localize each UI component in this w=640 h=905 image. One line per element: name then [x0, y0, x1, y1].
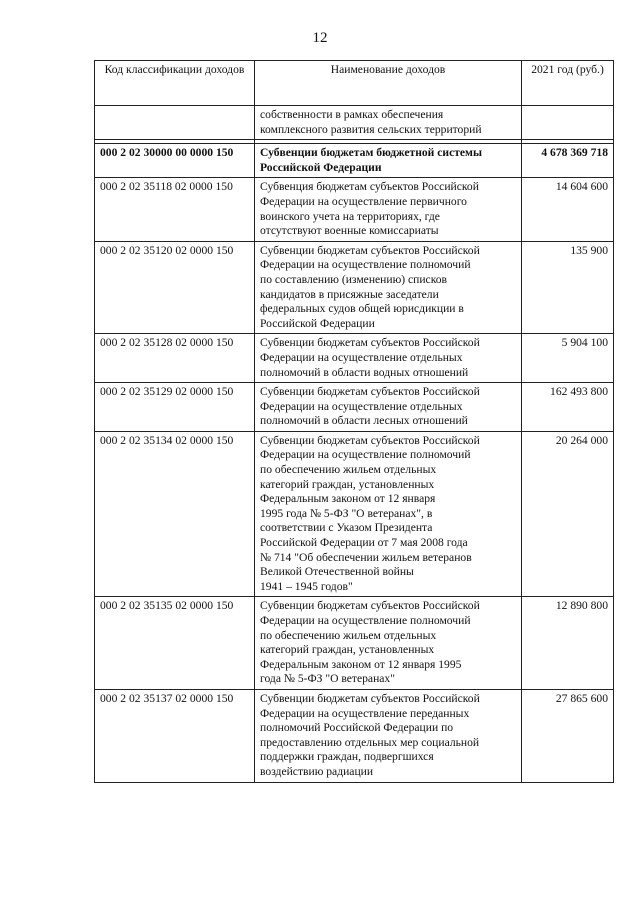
name-line: Субвенции бюджетам субъектов Российской [260, 433, 480, 447]
name-line: Субвенция бюджетам субъектов Российской [260, 180, 479, 194]
name-line: года № 5-ФЗ "О ветеранах" [260, 672, 395, 686]
table-row [95, 144, 614, 178]
row-name [255, 431, 522, 597]
name-line: воинского учета на территориях, где [260, 209, 440, 223]
row-amount: 5 904 100 [522, 334, 614, 383]
name-line: воздействию радиации [260, 764, 374, 778]
name-line: Федерации на осуществление отдельных [260, 399, 463, 413]
row-name [255, 689, 522, 782]
name-line: Российской Федерации от 7 мая 2008 года [260, 536, 468, 550]
table-row [95, 597, 614, 690]
header-name: Наименование доходов [255, 61, 522, 106]
name-line: Субвенции бюджетам субъектов Российской [260, 691, 480, 705]
name-line: по составлению (изменению) списков [260, 272, 448, 286]
name-line: поддержки граждан, подвергшихся [260, 750, 434, 764]
name-line: собственности в рамках обеспечения [260, 108, 444, 121]
table-body [95, 106, 614, 783]
row-amount: 12 890 800 [522, 597, 614, 690]
name-line: полномочий в области лесных отношений [260, 414, 468, 428]
continuation-amount [522, 106, 614, 140]
name-line: Федерации на осуществление полномочий [260, 448, 471, 462]
row-amount: 14 604 600 [522, 178, 614, 241]
name-line: Субвенции бюджетам бюджетной системы [260, 146, 483, 160]
row-code: 000 2 02 35137 02 0000 150 [95, 689, 255, 782]
table-row [95, 383, 614, 432]
name-line: по обеспечению жильем отдельных [260, 463, 437, 477]
name-line: федеральных судов общей юрисдикции в [260, 302, 464, 316]
table-header-row [95, 61, 614, 106]
row-name [255, 383, 522, 432]
name-line: Российской Федерации [260, 316, 375, 330]
continuation-row [95, 106, 614, 140]
table-row [95, 689, 614, 782]
row-amount: 20 264 000 [522, 431, 614, 597]
name-line: отсутствуют военные комиссариаты [260, 224, 439, 238]
name-line: 1995 года № 5-ФЗ "О ветеранах", в [260, 506, 433, 520]
row-code: 000 2 02 35135 02 0000 150 [95, 597, 255, 690]
row-name [255, 144, 522, 178]
row-name [255, 241, 522, 334]
table-row [95, 241, 614, 334]
name-line: Российской Федерации [260, 160, 382, 174]
table-row [95, 178, 614, 241]
name-line: Федеральным законом от 12 января 1995 [260, 657, 462, 671]
name-line: 1941 – 1945 годов" [260, 579, 353, 593]
row-amount: 135 900 [522, 241, 614, 334]
table-row [95, 334, 614, 383]
row-code: 000 2 02 35128 02 0000 150 [95, 334, 255, 383]
row-name [255, 597, 522, 690]
row-code: 000 2 02 30000 00 0000 150 [95, 144, 255, 178]
continuation-code [95, 106, 255, 140]
name-line: Субвенции бюджетам субъектов Российской [260, 599, 480, 613]
name-line: № 714 "Об обеспечении жильем ветеранов [260, 550, 472, 564]
row-amount: 4 678 369 718 [522, 144, 614, 178]
page-number: 12 [312, 30, 328, 46]
name-line: категорий граждан, установленных [260, 477, 435, 491]
row-name [255, 178, 522, 241]
name-line: категорий граждан, установленных [260, 643, 435, 657]
revenue-table [94, 60, 614, 783]
row-code: 000 2 02 35129 02 0000 150 [95, 383, 255, 432]
row-code: 000 2 02 35134 02 0000 150 [95, 431, 255, 597]
row-name [255, 334, 522, 383]
name-line: полномочий в области водных отношений [260, 365, 469, 379]
name-line: кандидатов в присяжные заседатели [260, 287, 439, 301]
name-line: Субвенции бюджетам субъектов Российской [260, 336, 480, 350]
name-line: Федерации на осуществление переданных [260, 706, 470, 720]
table-row [95, 431, 614, 597]
row-code: 000 2 02 35118 02 0000 150 [95, 178, 255, 241]
name-line: Великой Отечественной войны [260, 565, 414, 579]
name-line: Федерации на осуществление отдельных [260, 350, 463, 364]
name-line: соответствии с Указом Президента [260, 521, 433, 535]
name-line: Субвенции бюджетам субъектов Российской [260, 243, 480, 257]
name-line: по обеспечению жильем отдельных [260, 628, 437, 642]
name-line: комплексного развития сельских территорий [260, 122, 482, 136]
name-line: Федерации на осуществление первичного [260, 194, 467, 208]
name-line: полномочий Российской Федерации по [260, 721, 454, 735]
row-amount: 27 865 600 [522, 689, 614, 782]
name-line: Федеральным законом от 12 января [260, 492, 436, 506]
header-amount: 2021 год (руб.) [522, 61, 614, 106]
name-line: Федерации на осуществление полномочий [260, 614, 471, 627]
name-line: Федерации на осуществление полномочий [260, 258, 471, 272]
continuation-name [255, 106, 522, 140]
row-code: 000 2 02 35120 02 0000 150 [95, 241, 255, 334]
header-code: Код классификации доходов [95, 61, 255, 106]
row-amount: 162 493 800 [522, 383, 614, 432]
name-line: предоставлению отдельных мер социальной [260, 735, 480, 749]
name-line: Субвенции бюджетам субъектов Российской [260, 385, 480, 399]
